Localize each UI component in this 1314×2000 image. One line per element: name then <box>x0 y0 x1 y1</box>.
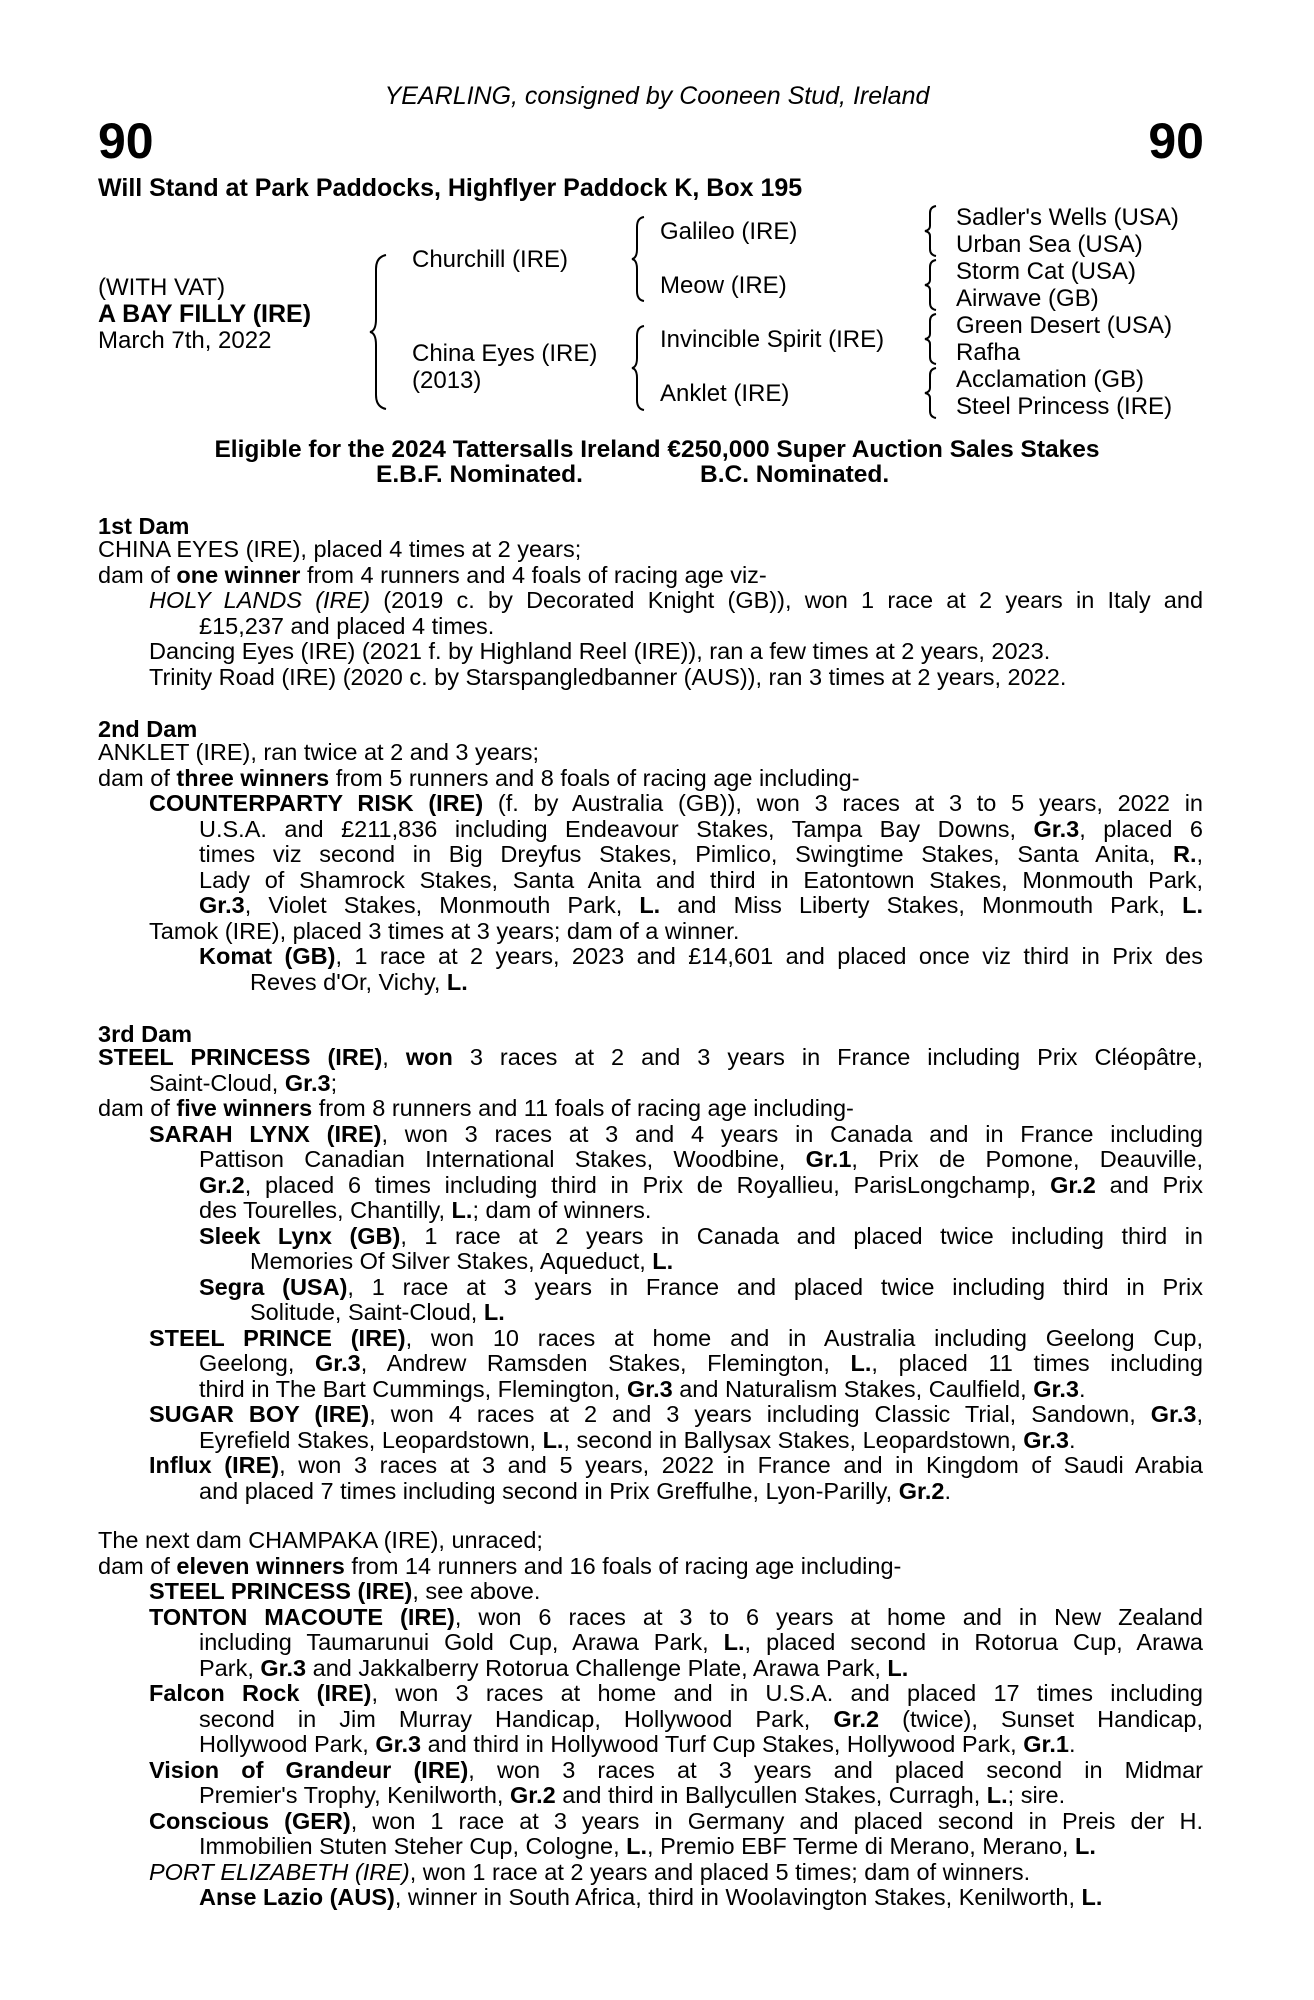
first-dam-section <box>98 537 1203 690</box>
ancestor-6: Rafha <box>956 339 1021 366</box>
third-dam-line-cont: Saint-Cloud, Gr.3; <box>149 1069 338 1096</box>
third-dam-heading: 3rd Dam <box>98 1021 193 1047</box>
third-dam-produce-line: dam of five winners from 8 runners and 11 foals of racing age including- <box>98 1095 854 1121</box>
progeny-entry: Falcon Rock (IRE), won 3 races at home and in U.S.A. and placed 17 times including <box>149 1680 1203 1706</box>
pedigree-brace-dam <box>630 324 650 412</box>
next-dam-line: The next dam CHAMPAKA (IRE), unraced; <box>98 1527 543 1553</box>
stand-location: Will Stand at Park Paddocks, Highflyer Paddock K, Box 195 <box>98 174 803 202</box>
progeny-entry-cont: U.S.A. and £211,836 including Endeavour Stakes, Tampa Bay Downs, Gr.3, placed 6 <box>199 815 1203 842</box>
progeny-entry: Tamok (IRE), placed 3 times at 3 years; dam of a winner. <box>149 917 740 944</box>
progeny-entry: SARAH LYNX (IRE), won 3 races at 3 and 4 years in Canada and in France including <box>149 1120 1203 1147</box>
first-dam-produce-line: dam of one winner from 4 runners and 4 foals of racing age viz- <box>98 561 767 588</box>
progeny-entry: Trinity Road (IRE) (2020 c. by Starspangledbanner (AUS)), ran 3 times at 2 years, 2022. <box>149 663 1067 690</box>
ebf-nomination: E.B.F. Nominated. <box>376 461 583 488</box>
grand-progeny-entry: Segra (USA), 1 race at 3 years in France and placed twice including third in Prix <box>199 1273 1203 1300</box>
progeny-entry-cont: £15,237 and placed 4 times. <box>199 612 495 639</box>
foaling-date: March 7th, 2022 <box>98 327 272 354</box>
progeny-entry-cont: Lady of Shamrock Stakes, Santa Anita and third in Eatontown Stakes, Monmouth Park, <box>199 866 1203 893</box>
lot-number-right: 90 <box>1148 113 1204 169</box>
progeny-entry-cont: times viz second in Big Dreyfus Stakes, Pimlico, Swingtime Stakes, Santa Anita, R., <box>199 841 1203 867</box>
progeny-entry-cont: Geelong, Gr.3, Andrew Ramsden Stakes, Flemington, L., placed 11 times including <box>199 1350 1204 1376</box>
progeny-entry: HOLY LANDS (IRE) (2019 c. by Decorated Knight (GB)), won 1 race at 2 years in Italy and <box>149 587 1204 613</box>
progeny-entry: Influx (IRE), won 3 races at 3 and 5 years, 2022 in France and in Kingdom of Saudi Arabia <box>149 1452 1203 1478</box>
ancestor-7: Acclamation (GB) <box>956 366 1145 393</box>
progeny-entry: STEEL PRINCE (IRE), won 10 races at home and in Australia including Geelong Cup, <box>149 1324 1204 1351</box>
pedigree-brace-g2 <box>922 258 942 312</box>
ancestor-4: Airwave (GB) <box>956 285 1099 312</box>
ancestor-2: Urban Sea (USA) <box>956 231 1143 258</box>
third-dam-section <box>98 1045 1203 1504</box>
next-dam-produce-line: dam of eleven winners from 14 runners and 16 foals of racing age including- <box>98 1552 902 1579</box>
progeny-entry: Vision of Grandeur (IRE), won 3 races at 3 years and placed second in Midmar <box>149 1756 1204 1783</box>
sire-sire: Galileo (IRE) <box>660 218 798 245</box>
progeny-entry-cont: Immobilien Stuten Steher Cup, Cologne, L., Premio EBF Terme di Merano, Merano, L. <box>199 1833 1096 1859</box>
progeny-entry: PORT ELIZABETH (IRE), won 1 race at 2 years and placed 5 times; dam of winners. <box>149 1858 1031 1885</box>
dam-dam: Anklet (IRE) <box>660 380 790 407</box>
first-dam-heading: 1st Dam <box>98 513 190 539</box>
second-dam-produce-line: dam of three winners from 5 runners and 8 foals of racing age including- <box>98 764 860 791</box>
progeny-entry: COUNTERPARTY RISK (IRE) (f. by Australia (GB)), won 3 races at 3 to 5 years, 2022 in <box>149 790 1204 816</box>
ancestor-3: Storm Cat (USA) <box>956 258 1137 285</box>
dam-sire: Invincible Spirit (IRE) <box>660 326 885 353</box>
progeny-entry-cont: Park, Gr.3 and Jakkalberry Rotorua Challenge Plate, Arawa Park, L. <box>199 1654 909 1681</box>
bc-nomination: B.C. Nominated. <box>700 461 890 488</box>
progeny-entry-cont: second in Jim Murray Handicap, Hollywood Park, Gr.2 (twice), Sunset Handicap, <box>199 1705 1204 1732</box>
ancestor-5: Green Desert (USA) <box>956 312 1173 339</box>
second-dam-line: ANKLET (IRE), ran twice at 2 and 3 years; <box>98 739 540 765</box>
pedigree-brace-sire <box>630 215 650 303</box>
grand-progeny-entry-cont: Solitude, Saint-Cloud, L. <box>250 1299 505 1325</box>
second-dam-heading: 2nd Dam <box>98 716 198 742</box>
progeny-entry: TONTON MACOUTE (IRE), won 6 races at 3 to 6 years at home and in New Zealand <box>149 1603 1203 1630</box>
ancestor-1: Sadler's Wells (USA) <box>956 204 1179 231</box>
vat-note: (WITH VAT) <box>98 274 226 301</box>
lot-number-left: 90 <box>98 113 154 169</box>
progeny-entry: Dancing Eyes (IRE) (2021 f. by Highland Reel (IRE)), ran a few times at 2 years, 2023. <box>149 638 1051 664</box>
ancestor-8: Steel Princess (IRE) <box>956 393 1173 420</box>
eligibility-note: Eligible for the 2024 Tattersalls Ireland €250,000 Super Auction Sales Stakes <box>214 436 1100 463</box>
grand-progeny-entry: Anse Lazio (AUS), winner in South Africa, third in Woolavington Stakes, Kenilworth, L. <box>199 1884 1103 1910</box>
third-dam-line: STEEL PRINCESS (IRE), won 3 races at 2 and 3 years in France including Prix Cléopâtre, <box>98 1044 1203 1070</box>
sire-name: Churchill (IRE) <box>412 246 569 273</box>
progeny-entry-cont: Hollywood Park, Gr.3 and third in Hollywood Turf Cup Stakes, Hollywood Park, Gr.1. <box>199 1731 1076 1757</box>
progeny-entry-cont: des Tourelles, Chantilly, L.; dam of winners. <box>199 1197 652 1223</box>
progeny-entry-cont: Gr.2, placed 6 times including third in Prix de Royallieu, ParisLongchamp, Gr.2 and Prix <box>199 1171 1203 1198</box>
dam-foaled-year: (2013) <box>412 367 482 394</box>
progeny-entry-cont: Eyrefield Stakes, Leopardstown, L., second in Ballysax Stakes, Leopardstown, Gr.3. <box>199 1426 1076 1453</box>
progeny-entry-cont: and placed 7 times including second in Prix Greffulhe, Lyon-Parilly, Gr.2. <box>199 1477 951 1504</box>
progeny-entry-cont: Premier's Trophy, Kenilworth, Gr.2 and third in Ballycullen Stakes, Curragh, L.; sire. <box>199 1782 1066 1808</box>
progeny-entry-cont: third in The Bart Cummings, Flemington, Gr.3 and Naturalism Stakes, Caulfield, Gr.3. <box>199 1375 1086 1402</box>
next-dam-section <box>98 1528 1203 1911</box>
progeny-entry: STEEL PRINCESS (IRE), see above. <box>149 1578 541 1604</box>
pedigree-brace-g3 <box>922 312 942 366</box>
grand-progeny-entry-cont: Reves d'Or, Vichy, L. <box>250 968 468 995</box>
progeny-entry-cont: Gr.3, Violet Stakes, Monmouth Park, L. and Miss Liberty Stakes, Monmouth Park, L. <box>199 892 1203 918</box>
horse-name: A BAY FILLY (IRE) <box>98 300 312 328</box>
progeny-entry: SUGAR BOY (IRE), won 4 races at 2 and 3 years including Classic Trial, Sandown, Gr.3, <box>149 1401 1204 1427</box>
second-dam-section <box>98 740 1203 995</box>
grand-progeny-entry: Sleek Lynx (GB), 1 race at 2 years in Canada and placed twice including third in <box>199 1222 1203 1249</box>
pedigree-brace-main <box>368 253 392 411</box>
progeny-entry: Conscious (GER), won 1 race at 3 years in Germany and placed second in Preis der H. <box>149 1807 1203 1834</box>
first-dam-line: CHINA EYES (IRE), placed 4 times at 2 years; <box>98 536 582 562</box>
progeny-entry-cont: including Taumarunui Gold Cup, Arawa Park, L., placed second in Rotorua Cup, Arawa <box>199 1629 1204 1655</box>
grand-progeny-entry-cont: Memories Of Silver Stakes, Aqueduct, L. <box>250 1248 674 1274</box>
sire-dam: Meow (IRE) <box>660 272 787 299</box>
pedigree-brace-g1 <box>922 204 942 258</box>
pedigree-brace-g4 <box>922 366 942 420</box>
consignor-subtitle: YEARLING, consigned by Cooneen Stud, Ireland <box>384 82 930 110</box>
progeny-entry-cont: Pattison Canadian International Stakes, Woodbine, Gr.1, Prix de Pomone, Deauville, <box>199 1146 1203 1172</box>
dam-name: China Eyes (IRE) <box>412 340 598 367</box>
grand-progeny-entry: Komat (GB), 1 race at 2 years, 2023 and £14,601 and placed once viz third in Prix des <box>199 943 1203 969</box>
